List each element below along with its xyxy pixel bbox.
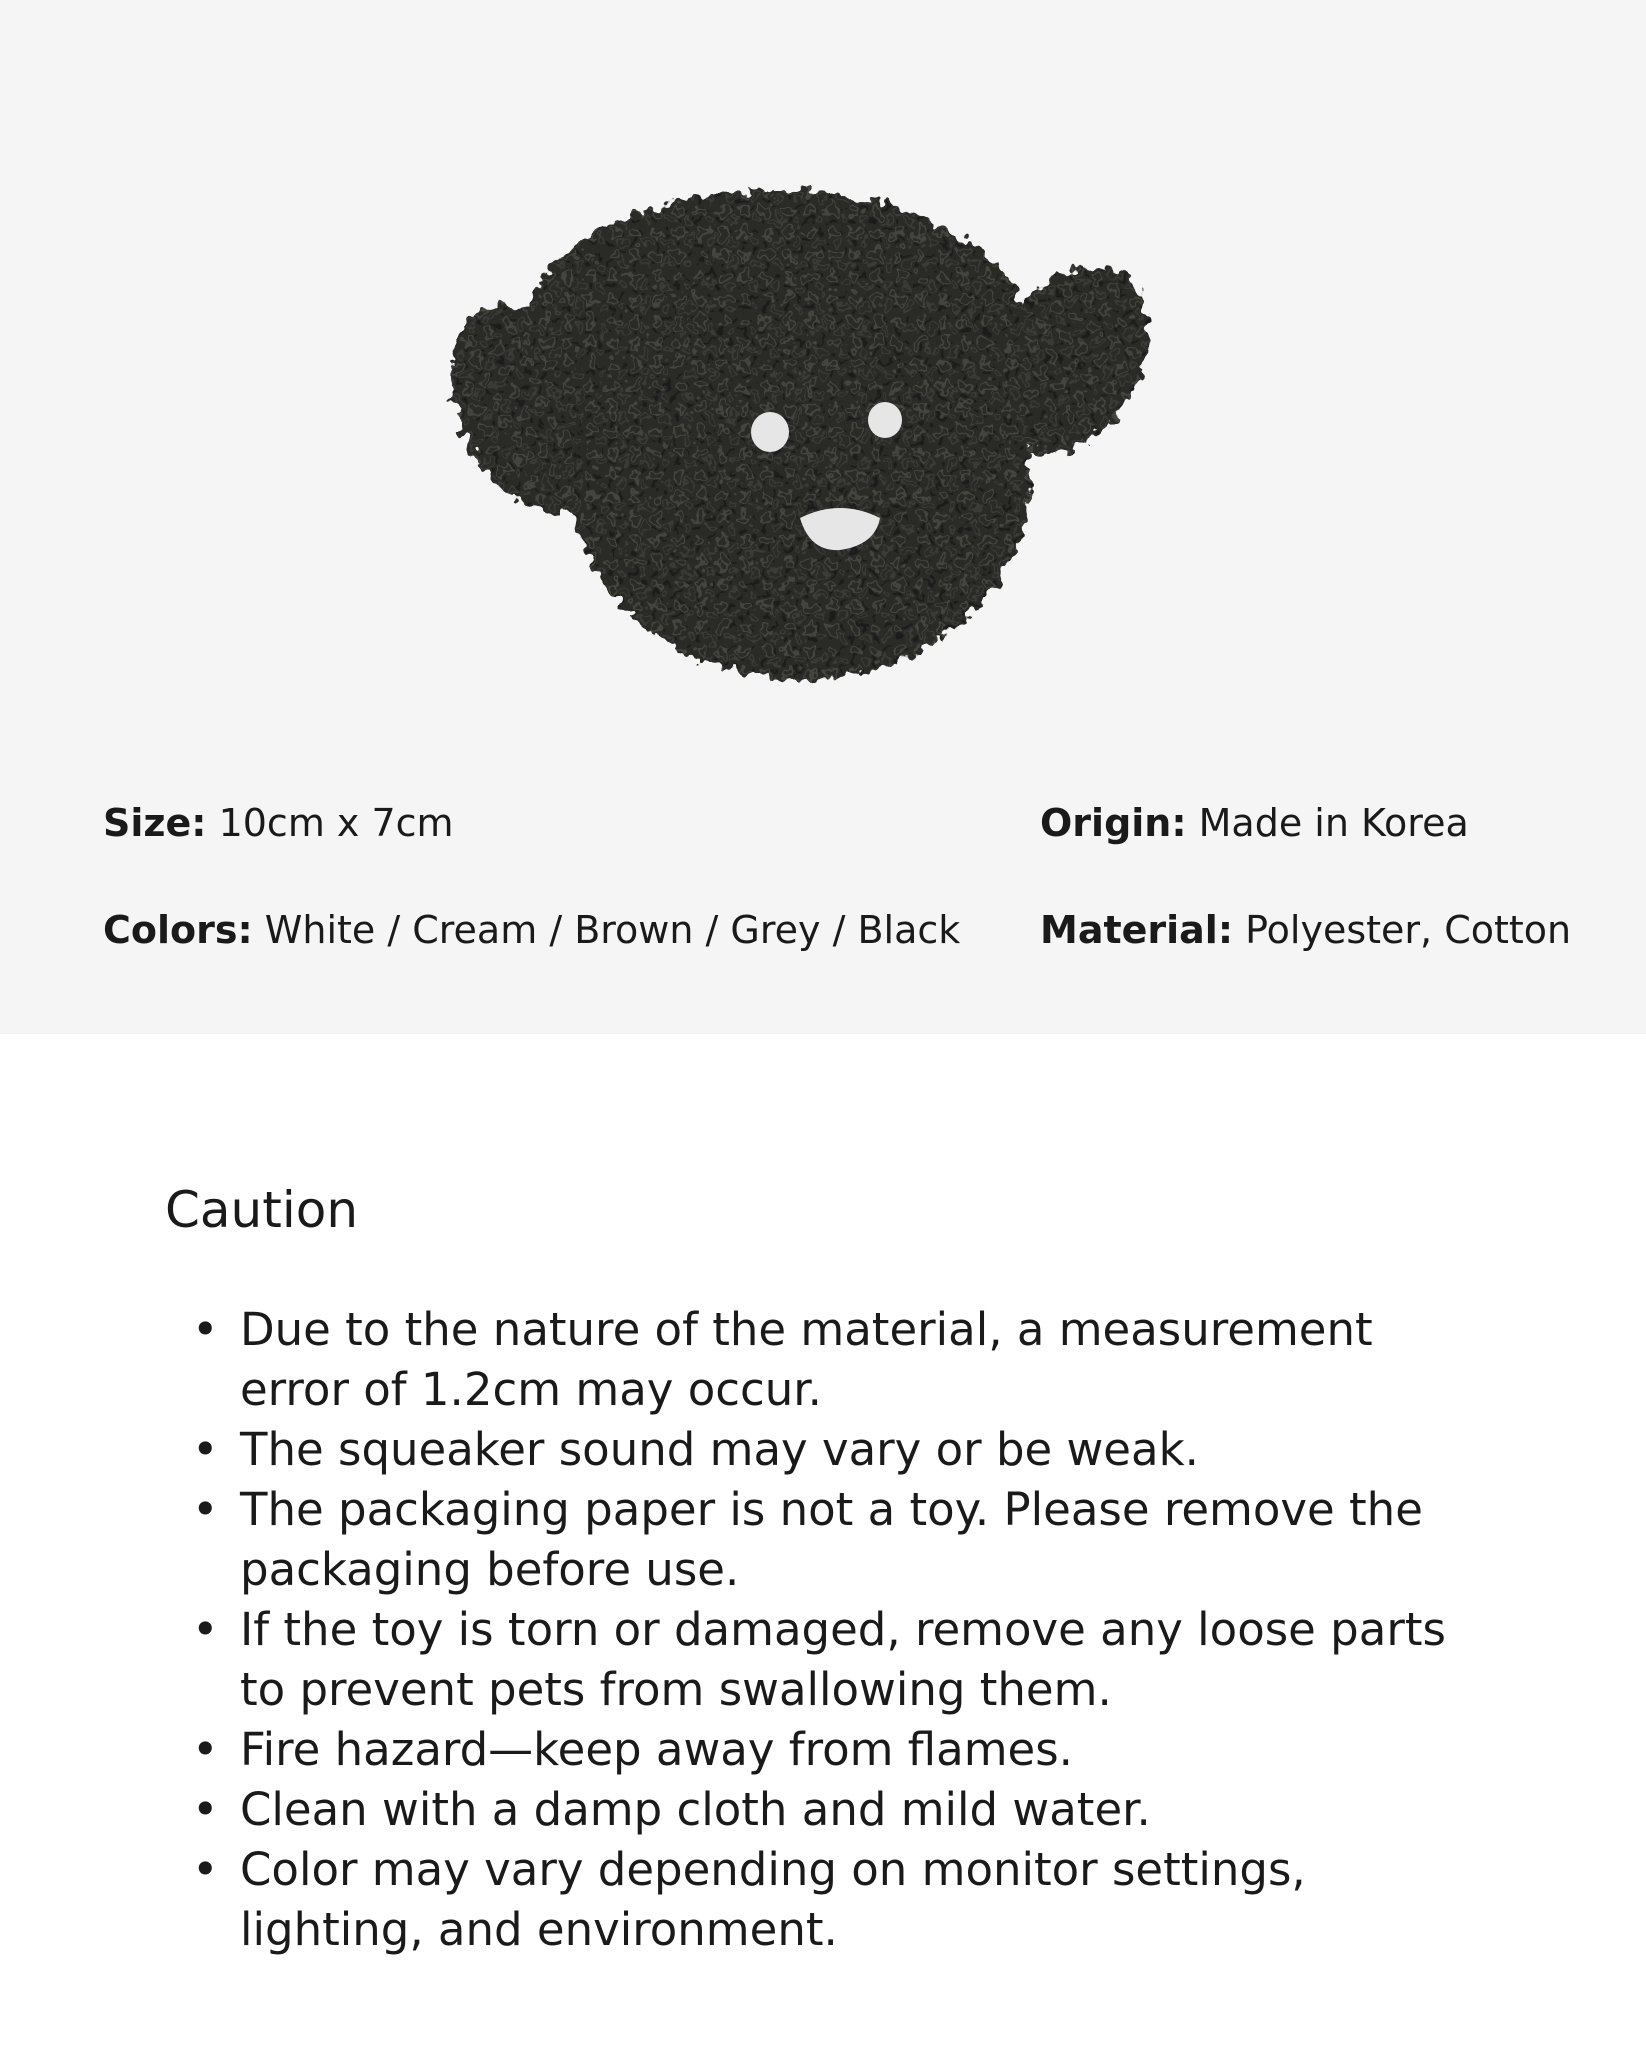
spec-origin-value: Made in Korea	[1198, 801, 1469, 845]
caution-item-text: If the toy is torn or damaged, remove any loose parts to prevent pets from swallowing them.	[240, 1603, 1446, 1716]
bullet-icon: •	[192, 1423, 219, 1476]
caution-item	[190, 1300, 1490, 1420]
caution-item-text: Due to the nature of the material, a measurement error of 1.2cm may occur.	[240, 1303, 1373, 1416]
eye-right	[868, 402, 902, 438]
bullet-icon: •	[192, 1483, 219, 1536]
caution-item	[190, 1780, 1490, 1840]
caution-item	[190, 1480, 1490, 1600]
caution-item-text: Fire hazard—keep away from flames.	[240, 1723, 1073, 1776]
caution-list	[190, 1300, 1490, 1960]
eye-left	[751, 412, 789, 452]
bullet-icon: •	[192, 1723, 219, 1776]
caution-item	[190, 1720, 1490, 1780]
caution-title: Caution	[165, 1181, 359, 1239]
spec-colors-value: White / Cream / Brown / Grey / Black	[264, 908, 961, 952]
caution-item-text: The packaging paper is not a toy. Please remove the packaging before use.	[240, 1483, 1423, 1596]
bullet-icon: •	[192, 1843, 219, 1896]
caution-item	[190, 1420, 1490, 1480]
bullet-icon: •	[192, 1603, 219, 1656]
caution-item	[190, 1600, 1490, 1720]
poodle-toy-image	[430, 160, 1230, 690]
bullet-icon: •	[192, 1783, 219, 1836]
spec-size	[103, 800, 454, 846]
spec-colors-label: Colors:	[103, 908, 253, 952]
caution-item-text: Clean with a damp cloth and mild water.	[240, 1783, 1151, 1836]
caution-item	[190, 1840, 1490, 1960]
spec-size-value: 10cm x 7cm	[218, 801, 454, 845]
caution-item-text: The squeaker sound may vary or be weak.	[240, 1423, 1199, 1476]
spec-origin-label: Origin:	[1040, 801, 1187, 845]
bullet-icon: •	[192, 1303, 219, 1356]
spec-size-label: Size:	[103, 801, 207, 845]
spec-material	[1040, 907, 1571, 953]
caution-item-text: Color may vary depending on monitor settings, lighting, and environment.	[240, 1843, 1306, 1956]
spec-origin	[1040, 800, 1469, 846]
spec-colors	[103, 907, 960, 953]
spec-material-value: Polyester, Cotton	[1245, 908, 1572, 952]
spec-material-label: Material:	[1040, 908, 1234, 952]
